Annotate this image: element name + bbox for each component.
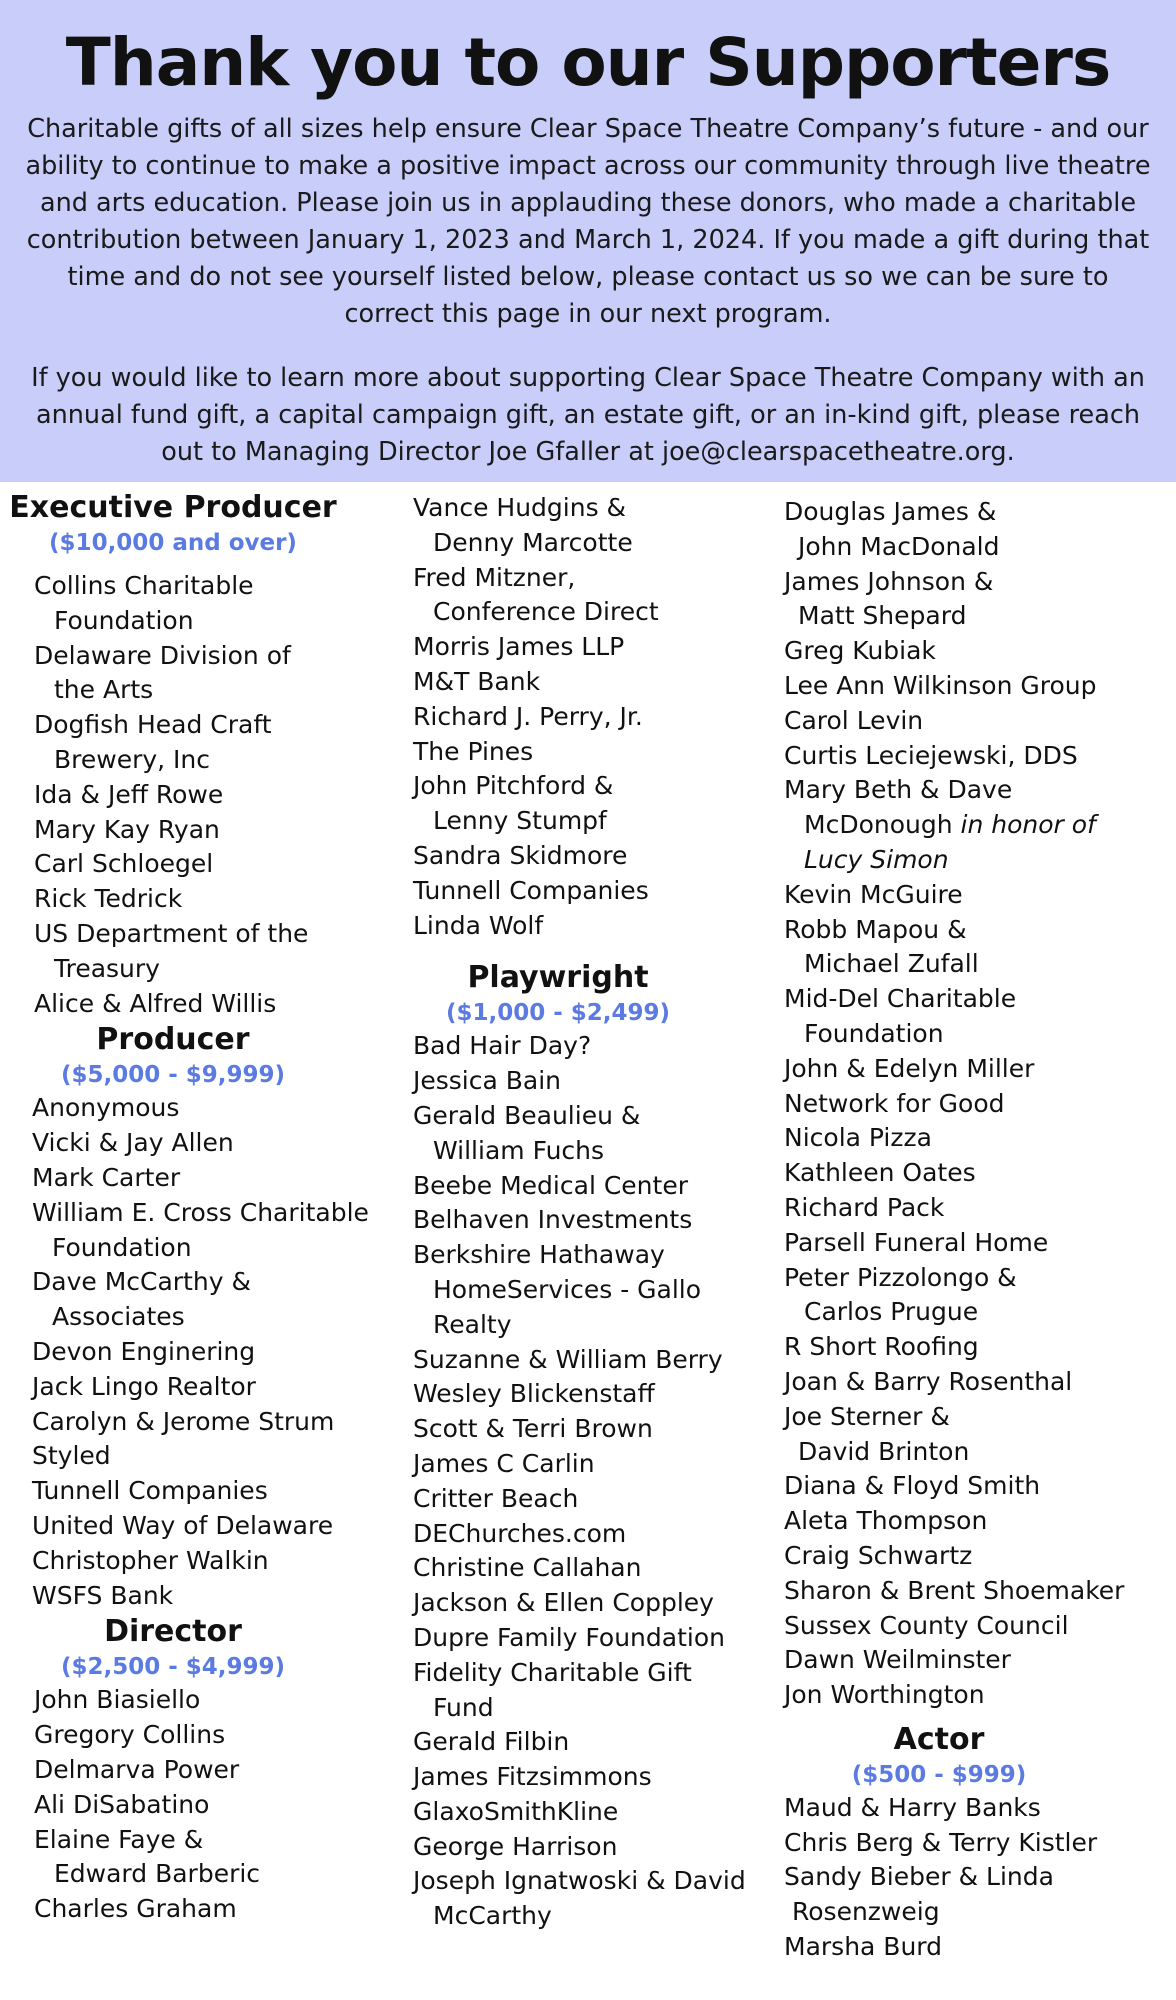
tier-executive-producer bbox=[0, 489, 376, 1021]
donor-item: Tunnell Companies bbox=[413, 875, 649, 905]
donor-item: Craig Schwartz bbox=[784, 1540, 973, 1570]
donor-item: Christine Callahan bbox=[413, 1553, 642, 1583]
donor-item: WSFS Bank bbox=[32, 1580, 174, 1610]
honor-note: in honor of Lucy Simon bbox=[804, 810, 1096, 874]
donor-item: Linda Wolf bbox=[413, 910, 544, 940]
donor-item: Fred Mitzner, Conference Direct bbox=[413, 562, 659, 627]
donor-column-1 bbox=[0, 489, 376, 1927]
donor-item: Scott & Terri Brown bbox=[413, 1414, 653, 1444]
donor-list bbox=[784, 1791, 1176, 1965]
donor-item: Mid-Del Charitable Foundation bbox=[784, 984, 1017, 1048]
donor-item: Aleta Thompson bbox=[784, 1506, 988, 1536]
donor-item: Parsell Funeral Home bbox=[784, 1227, 1049, 1257]
donor-item: Ida & Jeff Rowe bbox=[34, 779, 224, 809]
donor-item: Belhaven Investments bbox=[413, 1205, 693, 1235]
page-title: Thank you to our Supporters bbox=[65, 24, 1111, 101]
donor-item: Charles Graham bbox=[34, 1894, 237, 1924]
donor-item: Tunnell Companies bbox=[32, 1476, 268, 1506]
donor-item: Alice & Alfred Willis bbox=[34, 988, 277, 1018]
donor-item: Suzanne & William Berry bbox=[413, 1344, 723, 1374]
donor-column-3 bbox=[784, 495, 1176, 1965]
donor-item: Elaine Faye & Edward Barberic bbox=[34, 1824, 261, 1889]
intro-paragraph: Charitable gifts of all sizes help ensure Clear Space Theatre Company’s future - and our ability to continue to make a positive impact across our community through live theatre and arts education. Please join us in applauding these donors, who made a charitable contribution between January 1, 2023 and March 1, 2024. If you made a gift during that time and do not see yourself listed below, please contact us so we can be sure to correct this page in our next program. bbox=[25, 114, 1151, 329]
donor-item: Bad Hair Day? bbox=[413, 1031, 592, 1061]
donor-item: Collins Charitable Foundation bbox=[34, 571, 254, 635]
donor-item: Joe Sterner & David Brinton bbox=[784, 1401, 970, 1466]
donor-item: Ali DiSabatino bbox=[34, 1789, 210, 1819]
header-banner bbox=[0, 0, 1176, 482]
donor-item: GlaxoSmithKline bbox=[413, 1796, 619, 1826]
donor-item: Richard J. Perry, Jr. bbox=[413, 701, 643, 731]
donor-item: James Johnson & Matt Shepard bbox=[784, 566, 994, 631]
donor-item: Rick Tedrick bbox=[34, 884, 183, 914]
tier-range: ($500 - $999) bbox=[851, 1761, 1027, 1788]
donor-item: James Fitzsimmons bbox=[413, 1762, 652, 1792]
donor-item: Christopher Walkin bbox=[32, 1545, 269, 1575]
donor-item: Styled bbox=[32, 1441, 111, 1471]
tier-range: ($10,000 and over) bbox=[49, 530, 297, 556]
donor-item: Vance Hudgins & Denny Marcotte bbox=[413, 493, 633, 557]
donor-item: Network for Good bbox=[784, 1088, 1005, 1118]
donor-item: Greg Kubiak bbox=[784, 636, 936, 666]
tier-heading: Producer bbox=[96, 1022, 250, 1058]
donor-name: Mary Beth & Dave McDonough bbox=[784, 775, 1013, 840]
donor-item: Beebe Medical Center bbox=[413, 1170, 688, 1200]
donor-list-continued bbox=[784, 495, 1176, 1713]
donor-item: Joseph Ignatwoski & David McCarthy bbox=[413, 1866, 746, 1931]
donor-item: US Department of the Treasury bbox=[34, 918, 309, 983]
donor-item: Jon Worthington bbox=[784, 1680, 985, 1710]
donor-item: Critter Beach bbox=[413, 1483, 579, 1513]
donor-item: Gregory Collins bbox=[34, 1720, 226, 1750]
donor-item: Chris Berg & Terry Kistler bbox=[784, 1827, 1098, 1857]
tier-producer bbox=[0, 1021, 376, 1613]
donor-item: Delaware Division of the Arts bbox=[34, 640, 291, 705]
donor-item: Vicki & Jay Allen bbox=[32, 1128, 234, 1158]
tier-heading: Actor bbox=[893, 1721, 985, 1757]
donor-list-continued bbox=[413, 491, 773, 943]
tier-heading: Director bbox=[104, 1614, 242, 1650]
donor-item: Jackson & Ellen Coppley bbox=[413, 1588, 714, 1618]
donor-item: Jessica Bain bbox=[413, 1066, 562, 1096]
donor-item: Dave McCarthy & Associates bbox=[32, 1267, 251, 1332]
donor-item: William E. Cross Charitable Foundation bbox=[32, 1197, 369, 1262]
donor-item: Kathleen Oates bbox=[784, 1158, 976, 1188]
tier-playwright bbox=[413, 959, 773, 1934]
donor-list bbox=[34, 569, 376, 1021]
donor-item: John Biasiello bbox=[34, 1685, 201, 1715]
donor-item-honor bbox=[784, 773, 1144, 877]
donor-item: Devon Enginering bbox=[32, 1336, 256, 1366]
donor-item: R Short Roofing bbox=[784, 1332, 979, 1362]
donor-item: Richard Pack bbox=[784, 1192, 945, 1222]
donor-item: Morris James LLP bbox=[413, 632, 625, 662]
donor-item: Kevin McGuire bbox=[784, 879, 963, 909]
donor-item: Jack Lingo Realtor bbox=[32, 1371, 256, 1401]
donor-item: Mark Carter bbox=[32, 1162, 181, 1192]
donor-item: Wesley Blickenstaff bbox=[413, 1379, 655, 1409]
donor-item: Maud & Harry Banks bbox=[784, 1792, 1041, 1822]
donor-item: John & Edelyn Miller bbox=[784, 1053, 1035, 1083]
donor-item: Carolyn & Jerome Strum bbox=[32, 1406, 335, 1436]
tier-heading: Executive Producer bbox=[9, 490, 337, 525]
donor-item: Sandy Bieber & Linda Rosenzweig bbox=[784, 1862, 1054, 1927]
donor-item: Joan & Barry Rosenthal bbox=[784, 1366, 1073, 1396]
donor-item: Gerald Filbin bbox=[413, 1727, 570, 1757]
tier-range: ($2,500 - $4,999) bbox=[60, 1654, 286, 1681]
tier-range: ($5,000 - $9,999) bbox=[60, 1062, 286, 1089]
donor-item: Lee Ann Wilkinson Group bbox=[784, 670, 1097, 700]
donor-item: Douglas James & John MacDonald bbox=[784, 497, 1000, 561]
donor-item: Dawn Weilminster bbox=[784, 1645, 1011, 1675]
donor-item: Sussex County Council bbox=[784, 1610, 1069, 1640]
donor-item: Curtis Leciejewski, DDS bbox=[784, 740, 1078, 770]
donor-item: George Harrison bbox=[413, 1831, 618, 1861]
donor-item: United Way of Delaware bbox=[32, 1510, 334, 1540]
tier-actor bbox=[784, 1721, 1176, 1965]
donor-list bbox=[34, 1683, 376, 1927]
tier-director bbox=[0, 1613, 376, 1927]
donor-item: Anonymous bbox=[32, 1093, 180, 1123]
donor-item: Sandra Skidmore bbox=[413, 840, 628, 870]
donor-item: Carl Schloegel bbox=[34, 849, 214, 879]
tier-range: ($1,000 - $2,499) bbox=[445, 1000, 671, 1027]
donor-item: James C Carlin bbox=[413, 1448, 595, 1478]
donor-item: DEChurches.com bbox=[413, 1518, 627, 1548]
donor-item: Robb Mapou & Michael Zufall bbox=[784, 914, 979, 979]
donor-item: M&T Bank bbox=[413, 666, 541, 696]
donor-item: Dupre Family Foundation bbox=[413, 1622, 725, 1652]
donor-item: Dogfish Head Craft Brewery, Inc bbox=[34, 710, 272, 774]
donor-item: Berkshire Hathaway HomeServices - Gallo Realty bbox=[413, 1240, 702, 1339]
donor-item: Gerald Beaulieu & William Fuchs bbox=[413, 1100, 641, 1165]
donor-item: John Pitchford & Lenny Stumpf bbox=[413, 771, 614, 836]
donor-item: Diana & Floyd Smith bbox=[784, 1471, 1041, 1501]
donor-item: Peter Pizzolongo & Carlos Prugue bbox=[784, 1262, 1017, 1327]
donor-item: Delmarva Power bbox=[34, 1754, 240, 1784]
donor-item: Fidelity Charitable Gift Fund bbox=[413, 1657, 692, 1722]
donor-item: Carol Levin bbox=[784, 705, 924, 735]
donor-list bbox=[32, 1091, 376, 1613]
tier-heading: Playwright bbox=[467, 960, 649, 996]
contact-paragraph: If you would like to learn more about supporting Clear Space Theatre Company with an annual fund gift, a capital campaign gift, an estate gift, or an in-kind gift, please reach out to Managing Director Joe Gfaller at joe@clearspacetheatre.org. bbox=[31, 363, 1145, 467]
donor-item: The Pines bbox=[413, 736, 534, 766]
donor-item: Marsha Burd bbox=[784, 1932, 943, 1962]
donor-item: Mary Kay Ryan bbox=[34, 814, 220, 844]
donor-item: Nicola Pizza bbox=[784, 1123, 932, 1153]
donor-list bbox=[413, 1029, 773, 1934]
donor-column-2 bbox=[413, 491, 773, 1934]
donor-item: Sharon & Brent Shoemaker bbox=[784, 1575, 1125, 1605]
